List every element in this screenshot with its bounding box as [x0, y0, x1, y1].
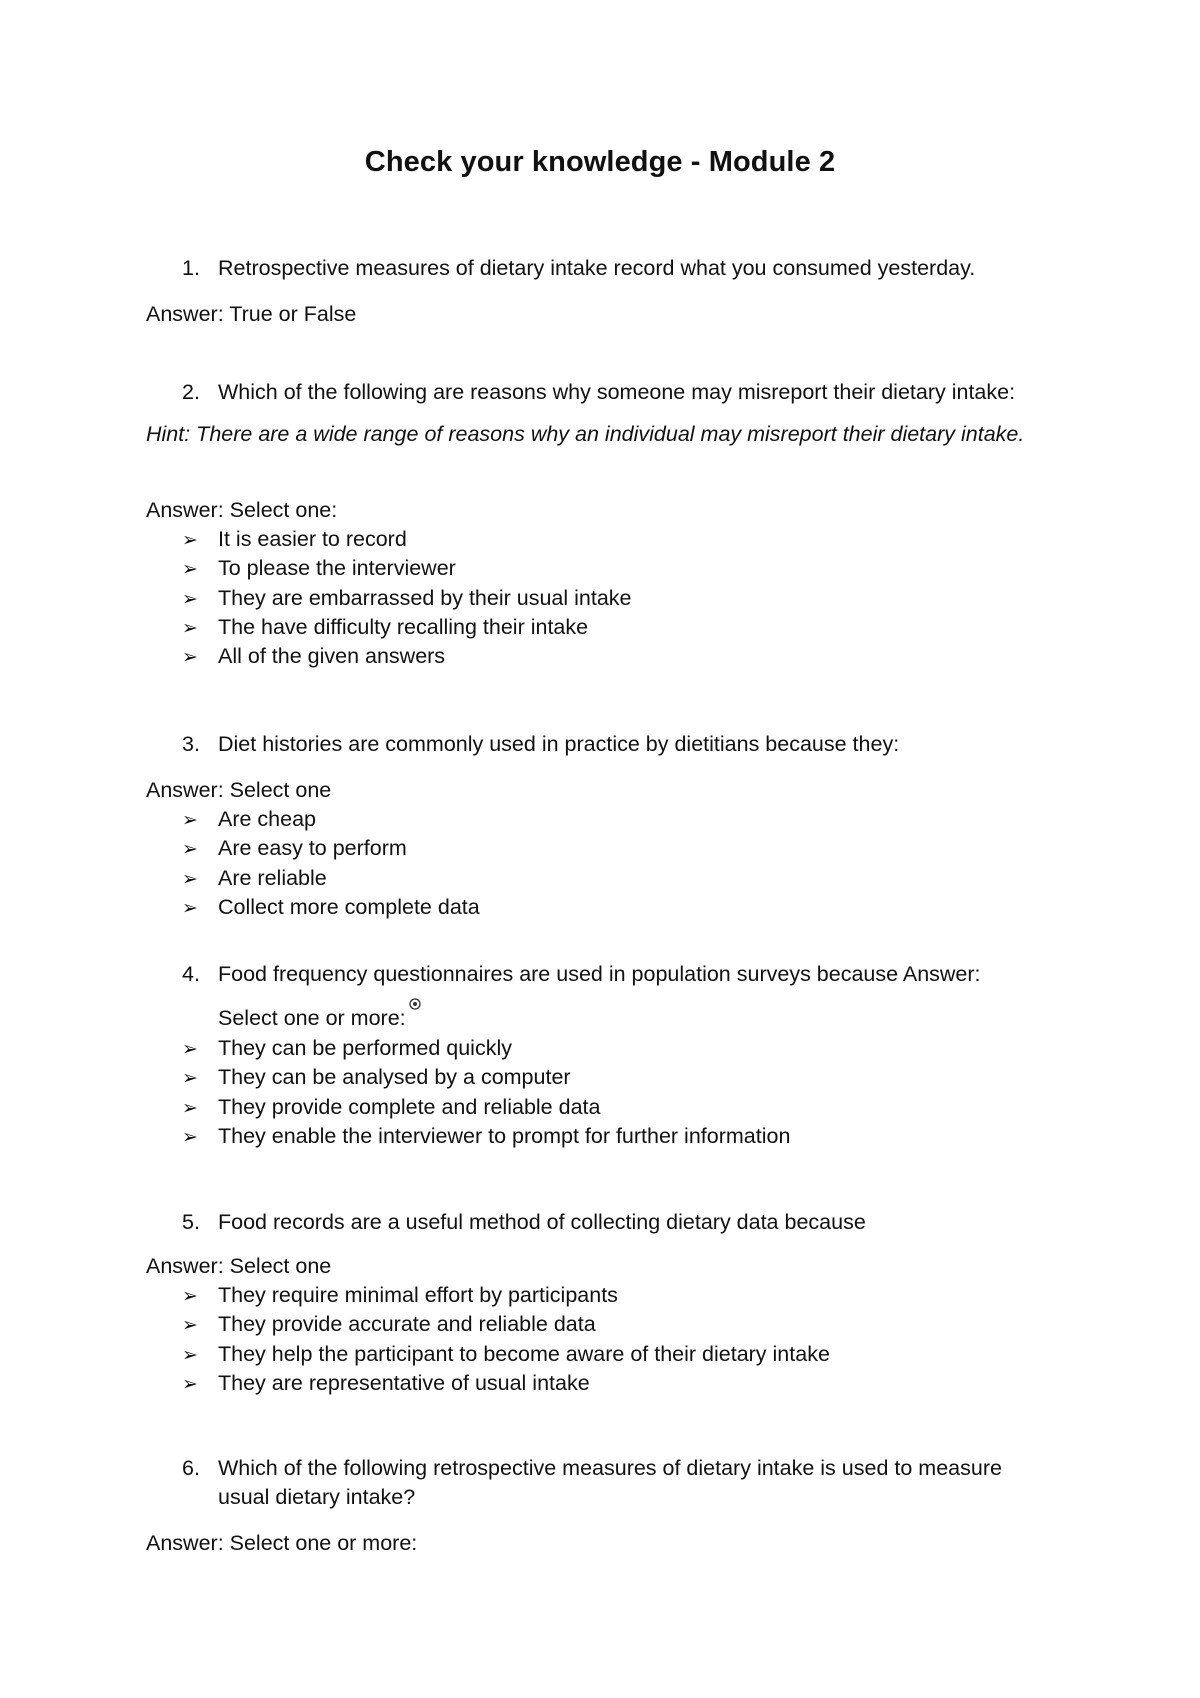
question-text: Retrospective measures of dietary intake record what you consumed yesterday.	[218, 256, 976, 280]
arrow-bullet-icon: ➢	[182, 1097, 198, 1119]
list-item: ➢ All of the given answers	[182, 642, 632, 671]
list-item: ➢ The have difficulty recalling their intake	[182, 613, 632, 642]
question-number: 1.	[182, 256, 200, 280]
list-item: ➢ They enable the interviewer to prompt for further information	[182, 1122, 790, 1151]
question-text: Which of the following retrospective measures of dietary intake is used to measure usual dietary intake?	[218, 1456, 1002, 1509]
question-1	[182, 254, 1062, 283]
list-item: ➢ They require minimal effort by participants	[182, 1281, 830, 1310]
list-item: ➢ To please the interviewer	[182, 554, 632, 583]
arrow-bullet-icon: ➢	[182, 588, 198, 610]
mouse-cursor-icon	[408, 990, 422, 1004]
arrow-bullet-icon: ➢	[182, 1068, 198, 1090]
arrow-bullet-icon: ➢	[182, 1373, 198, 1395]
arrow-bullet-icon: ➢	[182, 868, 198, 890]
list-item: ➢ They provide complete and reliable data	[182, 1093, 790, 1122]
arrow-bullet-icon: ➢	[182, 810, 198, 831]
list-item: ➢ They help the participant to become aware of their dietary intake	[182, 1340, 830, 1369]
arrow-bullet-icon: ➢	[182, 1344, 198, 1366]
options-list-5	[182, 1281, 830, 1398]
answer-line-2: Answer: Select one:	[146, 498, 338, 522]
question-text: Diet histories are commonly used in practice by dietitians because they:	[218, 732, 900, 756]
question-number: 3.	[182, 732, 200, 756]
question-number: 2.	[182, 380, 200, 404]
question-text: Food records are a useful method of collecting dietary data because	[218, 1210, 866, 1234]
arrow-bullet-icon: ➢	[182, 897, 198, 919]
question-4	[182, 960, 1062, 989]
list-item: ➢ They provide accurate and reliable data	[182, 1310, 830, 1339]
question-number: 4.	[182, 962, 200, 986]
options-list-3	[182, 805, 480, 922]
question-2	[182, 378, 1062, 407]
arrow-bullet-icon: ➢	[182, 559, 198, 581]
question-text: Which of the following are reasons why someone may misreport their dietary intake:	[218, 380, 1016, 404]
arrow-bullet-icon: ➢	[182, 530, 198, 551]
list-item: ➢ They can be performed quickly	[182, 1034, 790, 1063]
question-number: 6.	[182, 1456, 200, 1480]
list-item: ➢ It is easier to record	[182, 525, 632, 554]
question-4-line2	[182, 1004, 1062, 1033]
arrow-bullet-icon: ➢	[182, 1286, 198, 1307]
answer-line-6: Answer: Select one or more:	[146, 1531, 418, 1555]
arrow-bullet-icon: ➢	[182, 647, 198, 669]
list-item: ➢ Are easy to perform	[182, 834, 480, 863]
question-3	[182, 730, 1062, 759]
answer-line-5: Answer: Select one	[146, 1254, 332, 1278]
question-5	[182, 1208, 1062, 1237]
arrow-bullet-icon: ➢	[182, 1315, 198, 1337]
list-item: ➢ They are embarrassed by their usual intake	[182, 584, 632, 613]
question-6	[182, 1454, 1052, 1512]
list-item: ➢ Are reliable	[182, 864, 480, 893]
arrow-bullet-icon: ➢	[182, 839, 198, 861]
answer-line-1: Answer: True or False	[146, 302, 357, 326]
hint-text: Hint: There are a wide range of reasons why an individual may misreport their dietary intake.	[146, 422, 1025, 446]
list-item: ➢ They are representative of usual intake	[182, 1369, 830, 1398]
arrow-bullet-icon: ➢	[182, 617, 198, 639]
options-list-4	[182, 1034, 790, 1151]
arrow-bullet-icon: ➢	[182, 1039, 198, 1060]
question-text: Food frequency questionnaires are used in population surveys because Answer:	[218, 962, 981, 986]
question-number: 5.	[182, 1210, 200, 1234]
list-item: ➢ They can be analysed by a computer	[182, 1063, 790, 1092]
arrow-bullet-icon: ➢	[182, 1126, 198, 1148]
question-text-continued: Select one or more:	[218, 1006, 406, 1030]
answer-line-3: Answer: Select one	[146, 778, 332, 802]
list-item: ➢ Collect more complete data	[182, 893, 480, 922]
page-title: Check your knowledge - Module 2	[364, 146, 836, 178]
options-list-2	[182, 525, 632, 671]
list-item: ➢ Are cheap	[182, 805, 480, 834]
